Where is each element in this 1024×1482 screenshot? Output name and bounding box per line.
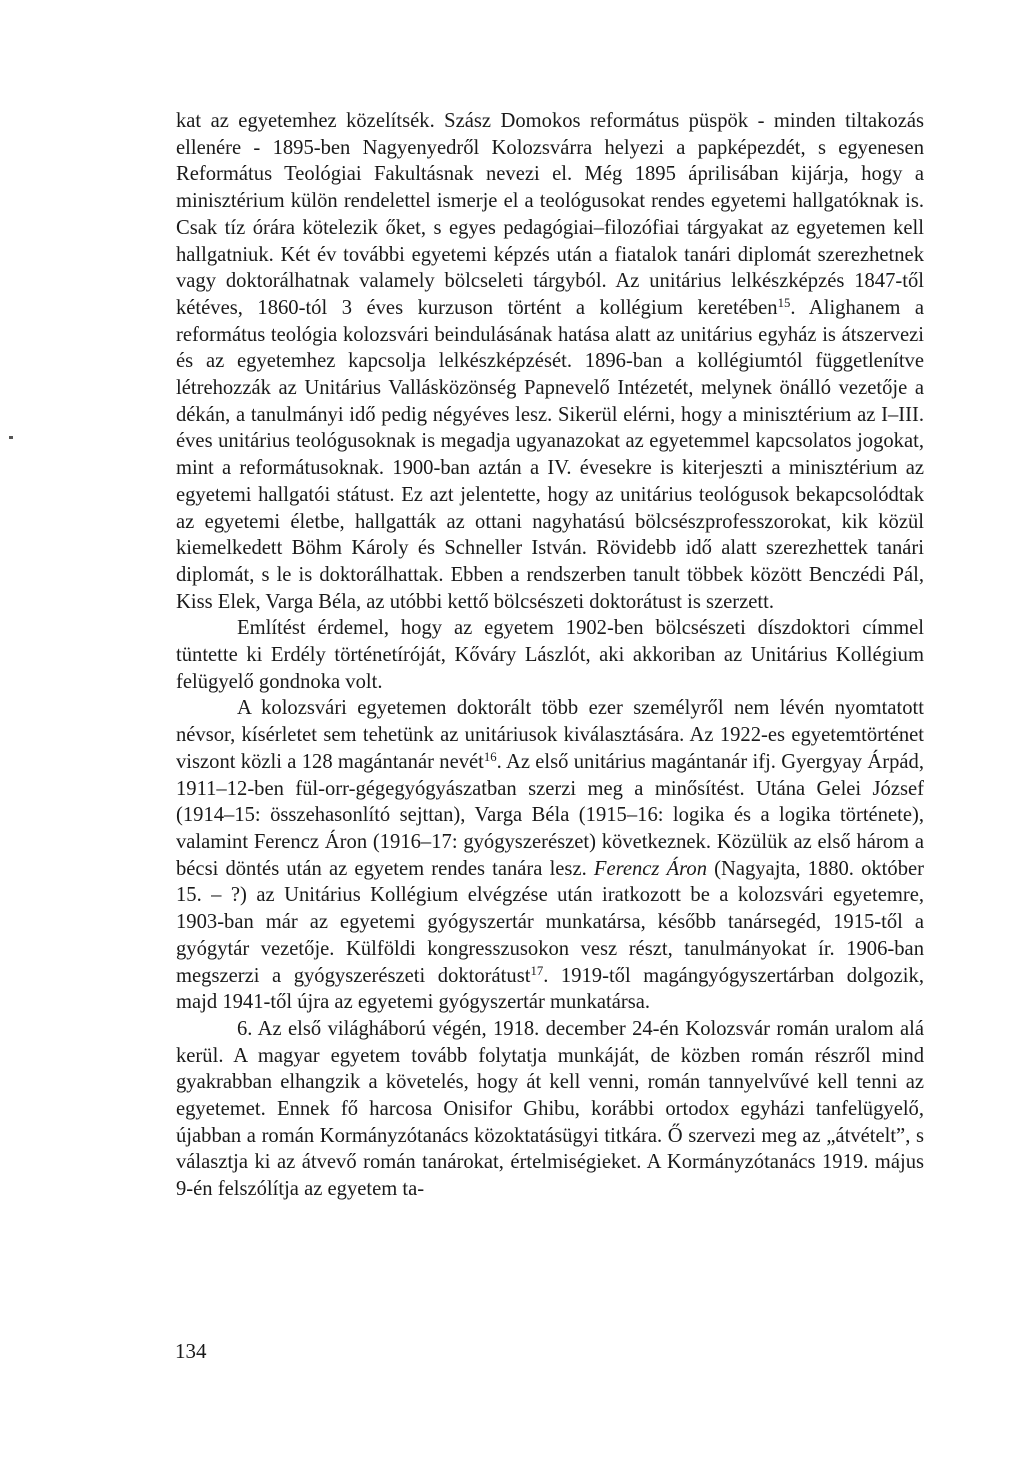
paragraph-2: Említést érdemel, hogy az egyetem 1902-ben bölcsészeti díszdoktori címmel tüntette ki Erdély történetíróját, Kőváry Lászlót, aki akkoriban az Unitárius Kollégium felügyelő gondnoka volt. (176, 617, 924, 693)
footnote-ref-15: 15 (777, 295, 791, 310)
emphasized-name: Ferencz Áron (593, 857, 707, 880)
body-text (176, 108, 924, 1203)
paragraph-3: A kolozsvári egyetemen doktorált több ezer személyről nem lévén nyomtatott névsor, kísérletet sem tehetünk az unitáriusok kiválasztására. Az 1922-es egyetemtörténet viszont közli a 128 magántanár nevét$^{16}$. Az első unitárius magántanár ifj. Gyergyay Árpád, 1911–12-ben fül-orr-gégegyógyászatban szerzi meg a minősítést. Utána Gelei József (1914–15: összehasonlító sejttan), Varga Béla (1915–16: logika és a logika története), valamint Ferencz Áron (1916–17: gyógyszerészet) következnek. Közülük az első három a bécsi döntés után az egyetem rendes tanára lesz. Ferencz Áron (Nagyajta, 1880. október 15. – ?) az Unitárius Kollégium elvégzése után iratkozott be a kolozsvári egyetemre, 1903-ban már az egyetemi gyógyszertár munkatársa, később tanársegéd, 1915-től a gyógytár vezetője. Külföldi kongresszusokon vesz részt, tanulmányokat ír. 1906-ban megszerzi a gyógyszerészeti doktorátust$^{17}$. 1919-től magángyógyszertárban dolgozik, majd 1941-től újra az egyetemi gyógyszertár munkatársa. (176, 697, 924, 1014)
footnote-ref-16: 16 (483, 749, 497, 764)
footnote-ref-17: 17 (530, 963, 544, 978)
paragraph-1: kat az egyetemhez közelítsék. Szász Domokos református püspök - minden tiltakozás ellenére - 1895-ben Nagyenyedről Kolozsvárra helyezi a papképezdét, s egyenesen Református Teológiai Fakultásnak nevezi el. Még 1895 áprilisában kijárja, hogy a minisztérium külön rendelettel ismerje el a teológusokat rendes egyetemi hallgatóknak is. Csak tíz órára kötelezik őket, s egyes pedagógiai–filozófiai tárgyakat az egyetemen kell hallgatniuk. Két év további egyetemi képzés után a fiatalok tanári diplomát szerezhetnek vagy doktorálhatnak valamely bölcseleti tárgyból. Az unitárius lelkészképzés 1847-től kétéves, 1860-tól 3 éves kurzuson történt a kollégium keretében$^{15}$. Alighanem a református teológia kolozsvári beindulásának hatása alatt az unitárius egyház is átszervezi és az egyetemhez kapcsolja lelkészképzését. 1896-ban a kollégiumtól függetlenítve létrehozzák az Unitárius Vallásközönség Papnevelő Intézetét, melynek önálló vezetője a dékán, a tanulmányi idő pedig négyéves lesz. Sikerül elérni, hogy a minisztérium az I–III. éves unitárius teológusoknak is megadja ugyanazokat az egyetemmel kapcsolatos jogokat, mint a reformátusoknak. 1900-ban aztán a IV. évesekre is kiterjeszti a minisztérium az egyetemi hallgatói státust. Ez azt jelentette, hogy az unitárius teológusok bekapcsolódtak az egyetemi életbe, hallgatták az ottani nagyhatású bölcsészprofesszorokat, kik közül kiemelkedett Böhm Károly és Schneller István. Rövidebb idő alatt szerezhettek tanári diplomát, s le is doktorálhattak. Ebben a rendszerben tanult többek között Benczédi Pál, Kiss Elek, Varga Béla, az utóbbi kettő bölcsészeti doktorátust is szerzett. (176, 110, 924, 613)
paragraph-4: 6. Az első világháború végén, 1918. december 24-én Kolozsvár román uralom alá kerül. A magyar egyetem tovább folytatja munkáját, de közben román részről mind gyakrabban elhangzik a követelés, hogy át kell venni, román tannyelvűvé kell tenni az egyetemet. Ennek fő harcosa Onisifor Ghibu, korábbi ortodox egyházi tanfelügyelő, újabban a román Kormányzótanács közoktatásügyi titkára. Ő szervezi meg az „átvételt”, s választja ki az átvevő román tanárokat, értelmiségieket. A Kormányzótanács 1919. május 9-én felszólítja az egyetem ta- (176, 1017, 924, 1201)
page-number: 134 (175, 1339, 207, 1363)
scan-speck (9, 436, 13, 439)
